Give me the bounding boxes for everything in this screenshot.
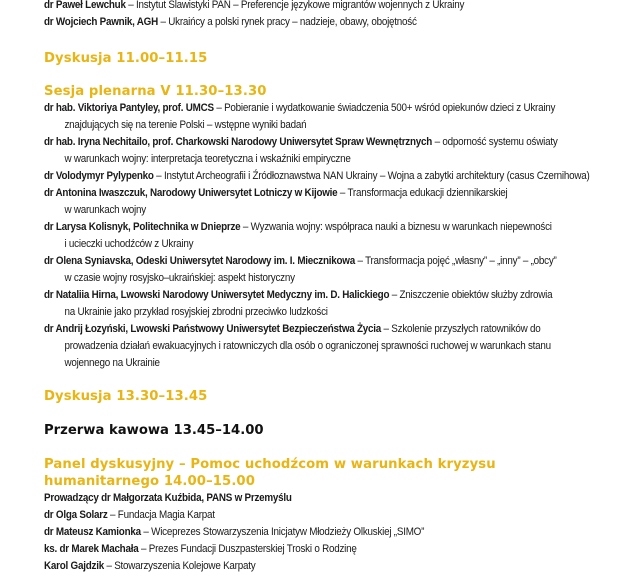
speaker-name: dr Olena Syniavska, Odeski Uniwersytet Narodowy im. I. Miecznikowa [44, 255, 355, 267]
panel-heading [44, 456, 496, 490]
panel-title-line2: humanitarnego 14.00–15.00 [44, 474, 255, 489]
speaker-name: dr hab. Iryna Nechitailo, prof. Charkowski Narodowy Uniwersytet Spraw Wewnętrznych [44, 136, 433, 148]
panelist-name: dr Mateusz Kamionka [44, 526, 141, 538]
speaker-name: dr hab. Viktoriya Pantyley, prof. UMCS [44, 102, 214, 114]
speaker-name: dr Andrij Łozyński, Lwowski Państwowy Uniwersytet Bezpieczeństwa Życia [44, 323, 382, 335]
talk-title-continued: i ucieczki uchodźców z Ukrainy [64, 238, 194, 250]
panelist-entry [44, 541, 602, 558]
panelist-affiliation: – Prezes Fundacji Duszpasterskiej Troski o Rodzinę [138, 543, 357, 555]
speaker-entry [44, 287, 602, 321]
talk-title-continued: w czasie wojny rosyjsko–ukraińskiej: aspekt historyczny [64, 272, 295, 284]
panelist-affiliation: – Stowarzyszenia Kolejowe Karpaty [103, 560, 256, 572]
speaker-name: dr Nataliia Hirna, Lwowski Narodowy Uniwersytet Medyczny im. D. Halickiego [44, 289, 390, 301]
talk-title: – Instytut Slawistyki PAN – Preferencje językowe migrantów wojennych z Ukrainy [125, 0, 465, 11]
talk-title: – odporność systemu oświaty [432, 136, 558, 148]
panel-title-line1: Panel dyskusyjny – Pomoc uchodźcom w warunkach kryzysu [44, 457, 496, 472]
talk-title-continued: w warunkach wojny [64, 204, 146, 216]
talk-title: – Pobieranie i wydatkowanie świadczenia 500+ wśród opiekunów dzieci z Ukrainy [213, 102, 556, 114]
speaker-name: dr Antonina Iwaszczuk, Narodowy Uniwersytet Lotniczy w Kijowie [44, 187, 338, 199]
talk-title: – Zniszczenie obiektów służby zdrowia [389, 289, 553, 301]
speaker-name: dr Paweł Lewchuk [44, 0, 126, 11]
panelist-name: Karol Gajdzik [44, 560, 104, 572]
speaker-name: dr Wojciech Pawnik, AGH [44, 16, 159, 28]
panelist-affiliation: – Fundacja Magia Karpat [107, 509, 215, 521]
talk-title-continued: w warunkach wojny: interpretacja teoretyczna i wskaźniki empiryczne [64, 153, 351, 165]
speaker-entry [44, 185, 602, 219]
speaker-entry [44, 168, 602, 185]
panelist-name: ks. dr Marek Machała [44, 543, 139, 555]
speaker-entry [44, 253, 602, 287]
speaker-entry [44, 0, 602, 14]
talk-title-continued: znajdujących się na terenie Polski – wstępne wyniki badań [64, 119, 307, 131]
talk-title: – Transformacja pojęć „własny” – „inny” – „obcy” [354, 255, 557, 267]
panel-moderator [44, 490, 602, 507]
speaker-entry [44, 100, 602, 134]
discussion-heading: Dyskusja 13.30–13.45 [44, 389, 208, 404]
talk-title: – Ukraińcy a polski rynek pracy – nadzieje, obawy, obojętność [158, 16, 417, 28]
talk-title-continued: na Ukrainie jako przykład rosyjskiej zbrodni przeciwko ludzkości [64, 306, 328, 318]
talk-title-continued: wojennego na Ukrainie [64, 357, 160, 369]
talk-title: – Transformacja edukacji dziennikarskiej [337, 187, 508, 199]
panelist-entry [44, 558, 602, 575]
speaker-entry [44, 14, 602, 31]
speaker-entry [44, 321, 602, 372]
panelist-entry [44, 507, 602, 524]
panelist-name: dr Olga Solarz [44, 509, 108, 521]
panelist-affiliation: – Wiceprezes Stowarzyszenia Inicjatyw Młodzieży Olkuskiej „SIMO” [140, 526, 425, 538]
talk-title-continued: prowadzenia działań ewakuacyjnych i ratowniczych dla osób o ograniczonej sprawności ruchowej w warunkach stanu [64, 340, 551, 352]
speaker-name: dr Volodymyr Pylypenko [44, 170, 154, 182]
panelist-entry [44, 524, 602, 541]
talk-title: – Szkolenie przyszłych ratowników do [381, 323, 541, 335]
speaker-name: dr Larysa Kolisnyk, Politechnika w Dnieprze [44, 221, 241, 233]
session-heading: Sesja plenarna V 11.30–13.30 [44, 84, 267, 99]
talk-title: – Instytut Archeografii i Źródłoznawstwa NAN Ukrainy – Wojna a zabytki architektury (casus Czernihowa) [153, 170, 590, 182]
speaker-entry [44, 219, 602, 253]
talk-title: – Wyzwania wojny: współpraca nauki a biznesu w warunkach niepewności [240, 221, 552, 233]
moderator-name: Prowadzący dr Małgorzata Kuźbida, PANS w Przemyślu [44, 492, 292, 504]
speaker-entry [44, 134, 602, 168]
coffee-break-heading: Przerwa kawowa 13.45–14.00 [44, 423, 264, 438]
discussion-heading: Dyskusja 11.00–11.15 [44, 51, 208, 66]
